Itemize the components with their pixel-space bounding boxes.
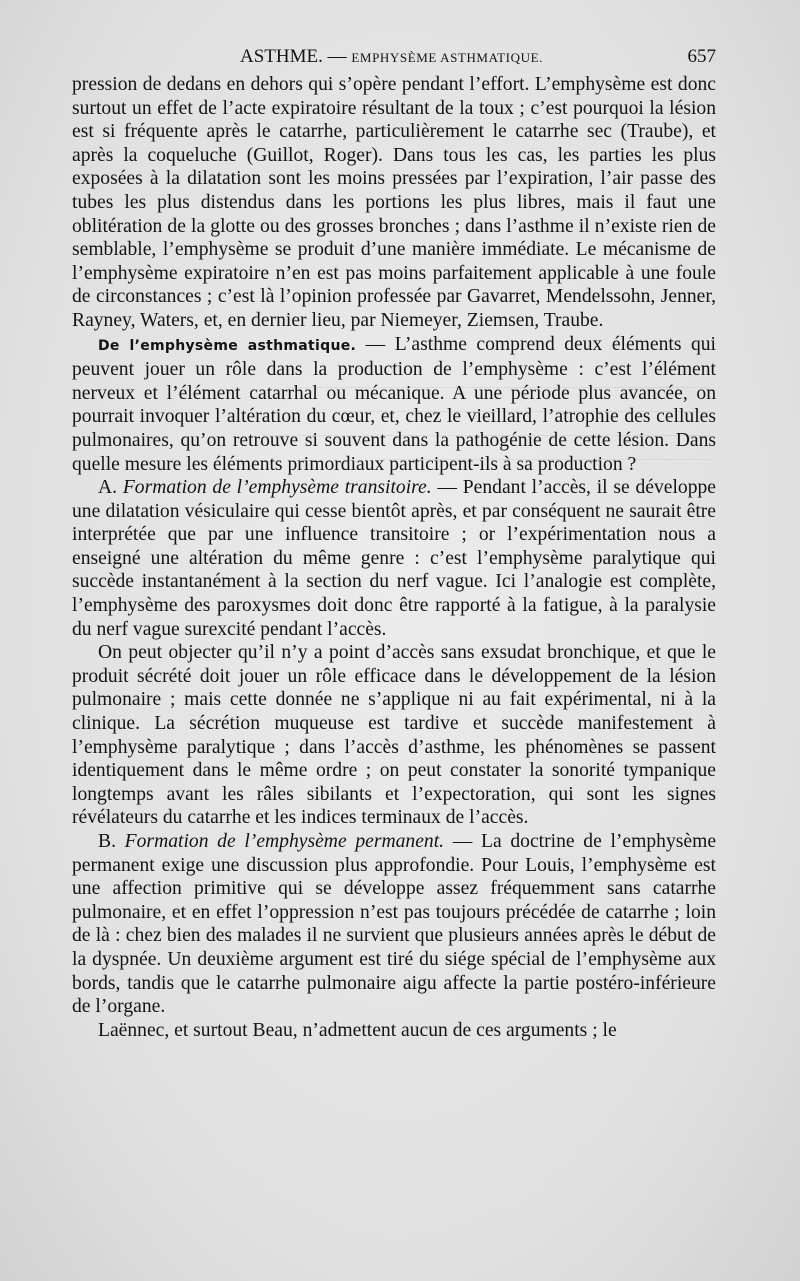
running-header <box>72 42 716 72</box>
paragraph-2 <box>72 333 716 477</box>
paragraph-1: pression de dedans en dehors qui s’opère pendant l’effort. L’emphysème est donc surtout un effet de l’acte expiratoire résultant de la toux ; c’est pourquoi la lésion est si fréquente après le catarrhe, particulièrement le catarrhe sec (Traube), et après la coqueluche (Guillot, Roger). Dans tous les cas, les parties les plus exposées à la dilatation sont les moins pressées par l’expiration, l’air passe des tubes les plus distendus dans les portions les plus libres, mais il faut une oblitération de la glotte ou des grosses bronches ; dans l’asthme il n’existe rien de semblable, l’emphysème se produit d’une manière immédiate. Le mécanisme de l’emphysème expiratoire n’en est pas moins parfaitement applicable à une foule de circonstances ; c’est là l’opinion professée par Gavarret, Mendelssohn, Jenner, Rayney, Waters, et, en dernier lieu, par Niemeyer, Ziemsen, Traube. <box>72 74 716 331</box>
section-heading: De l’emphysème asthmatique. <box>98 337 357 354</box>
paragraph-3-text: — Pendant l’accès, il se développe une dilatation vésiculaire qui cesse bientôt après, et par conséquent ne saurait être interprétée que par une influence transitoire ; or l’expérimentation nous a enseigné une altération du même genre : c’est l’emphysème paralytique qui succède instantanément à la section du nerf vague. Ici l’analogie est complète, l’emphysème des paroxysmes doit donc être rapporté à la fatigue, à la paralysie du nerf vague surexcité pendant l’accès. <box>72 477 716 640</box>
paragraph-2-text: — L’asthme comprend deux éléments qui peuvent jouer un rôle dans la production de l’emphysème : c’est l’élément nerveux et l’élément catarrhal ou mécanique. A une période plus avancée, on pourrait invoquer l’altération du cœur, et, chez le vieillard, l’atrophie des cellules pulmonaires, qu’on retrouve si souvent dans la pathogénie de cette lésion. Dans quelle mesure les éléments primordiaux participent-ils à sa production ? <box>72 333 716 475</box>
paragraph-5 <box>72 830 716 1019</box>
paragraph-5-lead: B. <box>98 831 125 852</box>
paragraph-5-text: — La doctrine de l’emphysème permanent exige une discussion plus approfondie. Pour Louis, l’emphysème est une affection primitive qui se développe assez fréquemment sans catarrhe pulmonaire, et en effet l’oppression n’est pas toujours précédée de catarrhe ; loin de là : chez bien des malades il ne survient que plusieurs années après le début de la dyspnée. Un deuxième argument est tiré du siége spécial de l’emphysème aux bords, tandis que le catarrhe pulmonaire aigu affecte la partie postéro-inférieure de l’organe. <box>72 831 717 1018</box>
body-text <box>72 73 716 1042</box>
subsection-heading-a: Formation de l’emphysème transitoire. <box>122 477 432 499</box>
paragraph-6: Laënnec, et surtout Beau, n’admettent aucun de ces arguments ; le <box>98 1019 617 1041</box>
running-title-sub: EMPHYSÈME ASTHMATIQUE. <box>351 50 543 65</box>
page-number: 657 <box>687 46 716 67</box>
paragraph-4: On peut objecter qu’il n’y a point d’accès sans exsudat bronchique, et que le produit sécrété doit jouer un rôle efficace dans le développement de la lésion pulmonaire ; mais cette donnée ne s’applique ni au fait expérimental, ni à la clinique. La sécrétion muqueuse est tardive et succède manifestement à l’emphysème paralytique ; dans l’accès d’asthme, les phénomènes se passent identiquement dans le même ordre ; on peut constater la sonorité tympanique longtemps avant les râles sibilants et l’expectoration, qui sont les signes révélateurs du catarrhe et les indices terminaux de l’accès. <box>72 642 716 829</box>
running-title-main: ASTHME. — <box>240 46 352 67</box>
subsection-heading-b: Formation de l’emphysème permanent. <box>124 831 445 852</box>
paragraph-3 <box>72 476 716 641</box>
running-title <box>240 42 543 73</box>
paragraph-3-lead: A. <box>98 477 123 499</box>
